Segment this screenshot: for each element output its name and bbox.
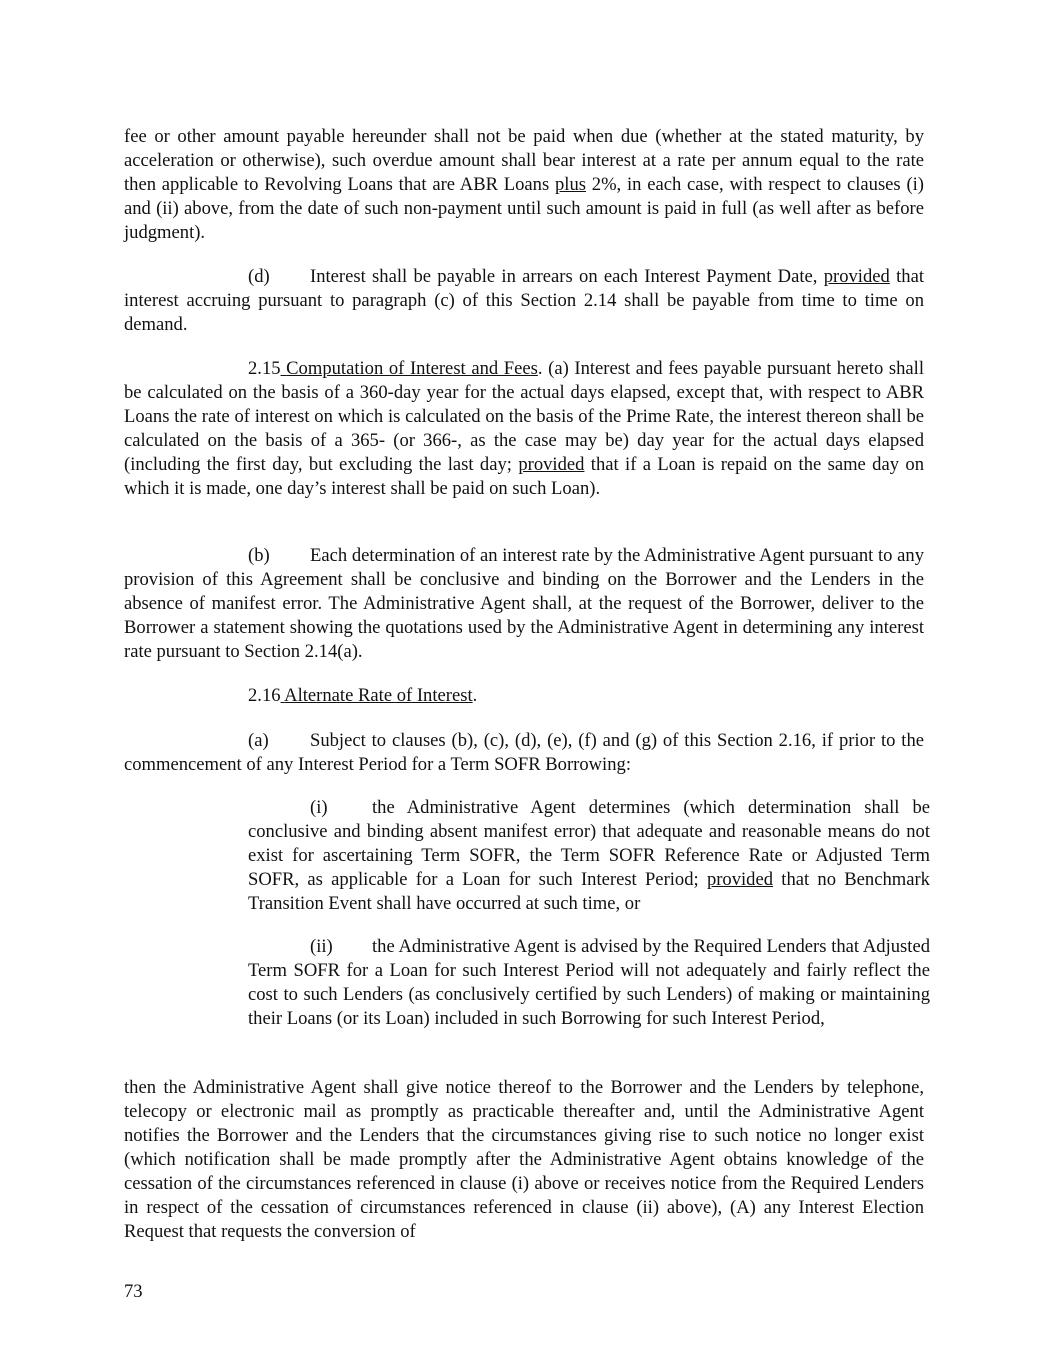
- provided-term: provided: [518, 454, 585, 475]
- provided-term: provided: [823, 266, 890, 287]
- paragraph-d: (d) Interest shall be payable in arrears on each Interest Payment Date, provided that interest accruing pursuant to paragraph (c) of this Section 2.14 shall be payable from time to time on demand.: [124, 266, 925, 335]
- page-number: 73: [124, 1281, 143, 1302]
- provided-term: provided: [706, 869, 774, 890]
- paragraph-then: then the Administrative Agent shall give notice thereof to the Borrower and the Lenders by telephone, telecopy or electronic mail as promptly as practicable thereafter and, until the Administrative Agent notifies the Borrower and the Lenders that the circumstances giving rise to such notice no longer exist (which notification shall be made promptly after the Administrative Agent obtains knowledge of the cessation of the circumstances referenced in clause (i) above or receives notice from the Required Lenders in respect of the cessation of circumstances referenced in clause (ii) above), (A) any Interest Election Request that requests the conversion of: [124, 1077, 924, 1242]
- clause-label: (i): [310, 797, 328, 818]
- section-2-16: 2.16 Alternate Rate of Interest.: [248, 685, 478, 706]
- section-number: 2.15: [248, 358, 281, 379]
- plus-term: plus: [555, 174, 586, 195]
- clause-label: (d): [248, 266, 270, 287]
- clause-label: (a): [248, 730, 269, 751]
- paragraph-overdue-interest: fee or other amount payable hereunder shall not be paid when due (whether at the stated maturity, by acceleration or otherwise), such overdue amount shall bear interest at a rate per annum equal to the rate then applicable to Revolving Loans that are ABR Loans plus 2%, in each case, with respect to clauses (i) and (ii) above, from the date of such non-payment until such amount is paid in full (as well after as before judgment).: [124, 126, 924, 243]
- section-title: Alternate Rate of Interest: [284, 685, 473, 706]
- clause-i: (i) the Administrative Agent determines (which determination shall be conclusive and binding absent manifest error) that adequate and reasonable means do not exist for ascertaining Term SOFR, the Term SOFR Reference Rate or Adjusted Term SOFR, as applicable for a Loan for such Interest Period; provided that no Benchmark Transition Event shall have occurred at such time, or: [248, 797, 930, 914]
- clause-label: (b): [248, 545, 270, 566]
- section-2-15: 2.15 Computation of Interest and Fees. (a) Interest and fees payable pursuant hereto shall be calculated on the basis of a 360-day year for the actual days elapsed, except that, with respect to ABR Loans the rate of interest on which is calculated on the basis of the Prime Rate, the interest thereon shall be calculated on the basis of a 365- (or 366-, as the case may be) day year for the actual days elapsed (including the first day, but excluding the last day; provided that if a Loan is repaid on the same day on which it is made, one day’s interest shall be paid on such Loan).: [124, 358, 924, 499]
- paragraph-b: (b) Each determination of an interest rate by the Administrative Agent pursuant to any provision of this Agreement shall be conclusive and binding on the Borrower and the Lenders in the absence of manifest error. The Administrative Agent shall, at the request of the Borrower, deliver to the Borrower a statement showing the quotations used by the Administrative Agent in determining any interest rate pursuant to Section 2.14(a).: [124, 545, 924, 662]
- clause-ii: (ii) the Administrative Agent is advised by the Required Lenders that Adjusted Term SOFR for a Loan for such Interest Period will not adequately and fairly reflect the cost to such Lenders (as conclusively certified by such Lenders) of making or maintaining their Loans (or its Loan) included in such Borrowing for such Interest Period,: [248, 936, 930, 1029]
- section-number: 2.16: [248, 685, 281, 706]
- section-title: Computation of Interest and Fees: [286, 358, 538, 379]
- clause-label: (ii): [310, 936, 333, 957]
- paragraph-a: (a) Subject to clauses (b), (c), (d), (e), (f) and (g) of this Section 2.16, if prior to the commencement of any Interest Period for a Term SOFR Borrowing:: [124, 730, 924, 775]
